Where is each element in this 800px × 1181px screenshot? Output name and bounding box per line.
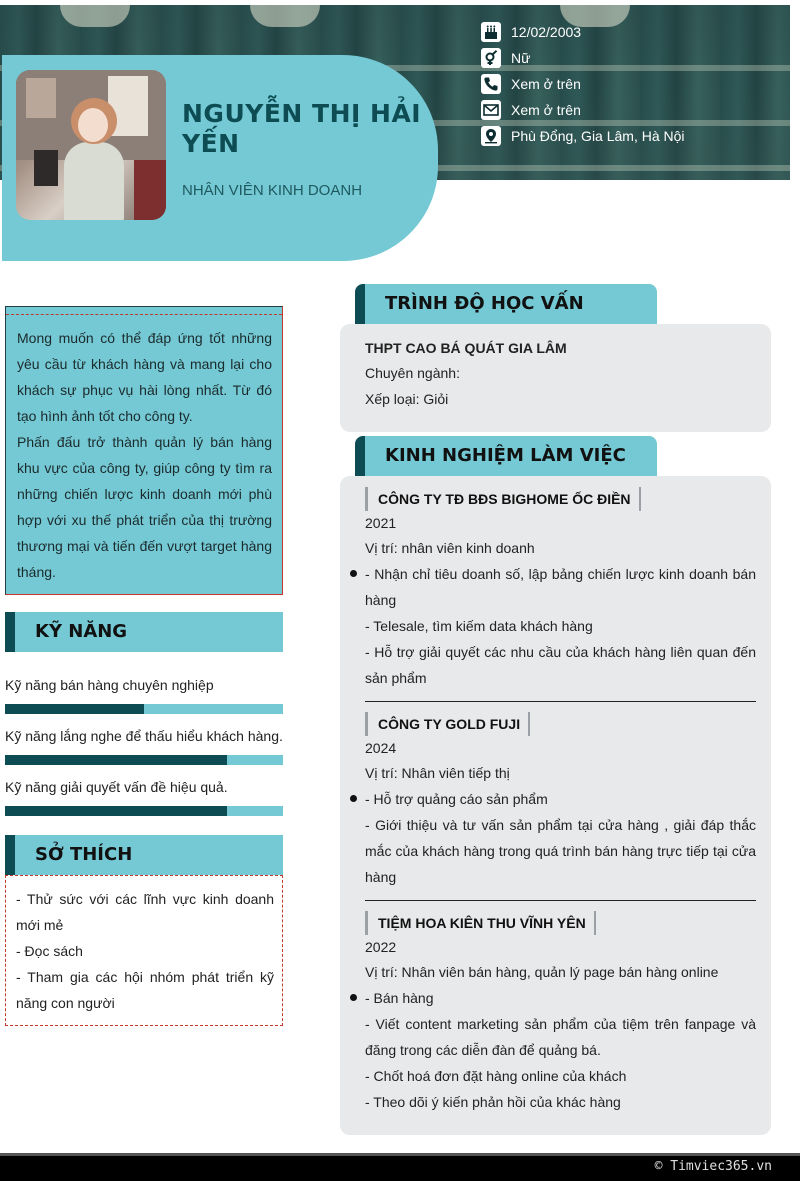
skill-bar-fill xyxy=(5,704,144,714)
skill-bar xyxy=(5,806,283,816)
job-duty: - Theo dõi ý kiến phản hồi của khác hàng xyxy=(365,1094,621,1110)
gender-value: Nữ xyxy=(511,50,531,66)
gender-icon xyxy=(481,48,501,68)
skill-bar xyxy=(5,755,283,765)
candidate-name: NGUYỄN THỊ HẢI YẾN xyxy=(182,99,422,158)
email-icon xyxy=(481,100,501,120)
job-duty: - Nhận chỉ tiêu doanh số, lập bảng chiến lược kinh doanh bán hàng xyxy=(365,566,756,608)
skill-bar xyxy=(5,704,283,714)
skills-heading xyxy=(5,612,283,652)
divider xyxy=(365,900,756,901)
bullet-icon xyxy=(350,570,357,577)
birthday-value: 12/02/2003 xyxy=(511,24,582,40)
skill-label: Kỹ năng giải quyết vấn đề hiệu quả. xyxy=(5,779,228,795)
job-year: 2021 xyxy=(365,515,397,531)
job-position: Vị trí: Nhân viên bán hàng, quản lý page bán hàng online xyxy=(365,964,719,980)
footer-credit: © Timviec365.vn xyxy=(654,1159,772,1174)
job-duty: - Hỗ trợ quảng cáo sản phẩm xyxy=(365,791,548,807)
hobbies-box xyxy=(5,875,283,1026)
school-name: THPT CAO BÁ QUÁT GIA LÂM xyxy=(365,340,567,356)
career-objective xyxy=(5,306,283,595)
company-name: CÔNG TY GOLD FUJI xyxy=(365,712,530,736)
location-icon xyxy=(481,126,501,146)
contact-list xyxy=(481,19,685,149)
contact-email xyxy=(481,97,685,123)
skill-label: Kỹ năng lắng nghe để thấu hiểu khách hàng. xyxy=(5,728,283,744)
job-duty: - Hỗ trợ giải quyết các nhu cầu của khách hàng liên quan đến sản phẩm xyxy=(365,644,756,686)
education-title: TRÌNH ĐỘ HỌC VẤN xyxy=(385,293,584,314)
objective-text-2: Phấn đấu trở thành quản lý bán hàng khu vực của công ty, giúp công ty tìm ra những chiến lược kinh doanh mới phù hợp với xu thế phát triển của thị trường thương mại và tiến đến vượt target hàng tháng. xyxy=(17,434,272,580)
hobby-item: - Đọc sách xyxy=(16,943,83,959)
skills-title: KỸ NĂNG xyxy=(35,621,128,642)
job-duty: - Giới thiệu và tư vấn sản phẩm tại cửa hàng , giải đáp thắc mắc của khách hàng trong quá trình bán hàng trực tiếp tại cửa hàng xyxy=(365,817,756,885)
objective-text: Mong muốn có thể đáp ứng tốt những yêu cầu từ khách hàng và mang lại cho khách sự phục vụ hài lòng nhất. Từ đó tạo hình ảnh tốt cho công ty. xyxy=(17,330,272,424)
contact-phone xyxy=(481,71,685,97)
job-duty: - Telesale, tìm kiếm data khách hàng xyxy=(365,618,593,634)
bullet-icon xyxy=(350,795,357,802)
email-value: Xem ở trên xyxy=(511,102,581,118)
contact-gender xyxy=(481,45,685,71)
hobbies-title: SỞ THÍCH xyxy=(35,844,133,865)
education-major: Chuyên ngành: xyxy=(365,365,460,381)
hobby-item: - Tham gia các hội nhóm phát triển kỹ năng con người xyxy=(16,969,274,1011)
job-position: Vị trí: Nhân viên tiếp thị xyxy=(365,765,510,781)
education-heading xyxy=(355,284,657,324)
skill-bar-fill xyxy=(5,755,227,765)
job-year: 2024 xyxy=(365,740,397,756)
address-value: Phù Đổng, Gia Lâm, Hà Nội xyxy=(511,128,685,144)
phone-value: Xem ở trên xyxy=(511,76,581,92)
footer-bar xyxy=(0,1153,800,1181)
company-name: CÔNG TY TĐ BĐS BIGHOME ỐC ĐIỀN xyxy=(365,487,641,511)
experience-title: KINH NGHIỆM LÀM VIỆC xyxy=(385,445,626,466)
avatar xyxy=(16,70,166,220)
bullet-icon xyxy=(350,994,357,1001)
contact-address xyxy=(481,123,685,149)
job-position: Vị trí: nhân viên kinh doanh xyxy=(365,540,535,556)
job-duty: - Chốt hoá đơn đặt hàng online của khách xyxy=(365,1068,627,1084)
company-name: TIỆM HOA KIÊN THU VĨNH YÊN xyxy=(365,911,596,935)
divider xyxy=(365,701,756,702)
skill-bar-fill xyxy=(5,806,227,816)
job-year: 2022 xyxy=(365,939,397,955)
job-duty: - Bán hàng xyxy=(365,990,434,1006)
education-grade: Xếp loại: Giỏi xyxy=(365,391,449,407)
job-duty: - Viết content marketing sản phẩm của tiệm trên fanpage và đăng trong các diễn đàn để quảng bá. xyxy=(365,1016,756,1058)
hobbies-heading xyxy=(5,835,283,875)
job-title: NHÂN VIÊN KINH DOANH xyxy=(182,182,363,199)
skill-label: Kỹ năng bán hàng chuyên nghiệp xyxy=(5,677,214,693)
hobby-item: - Thử sức với các lĩnh vực kinh doanh mới mẻ xyxy=(16,891,274,933)
birthday-cake-icon xyxy=(481,22,501,42)
experience-heading xyxy=(355,436,657,476)
contact-birthday xyxy=(481,19,685,45)
phone-icon xyxy=(481,74,501,94)
